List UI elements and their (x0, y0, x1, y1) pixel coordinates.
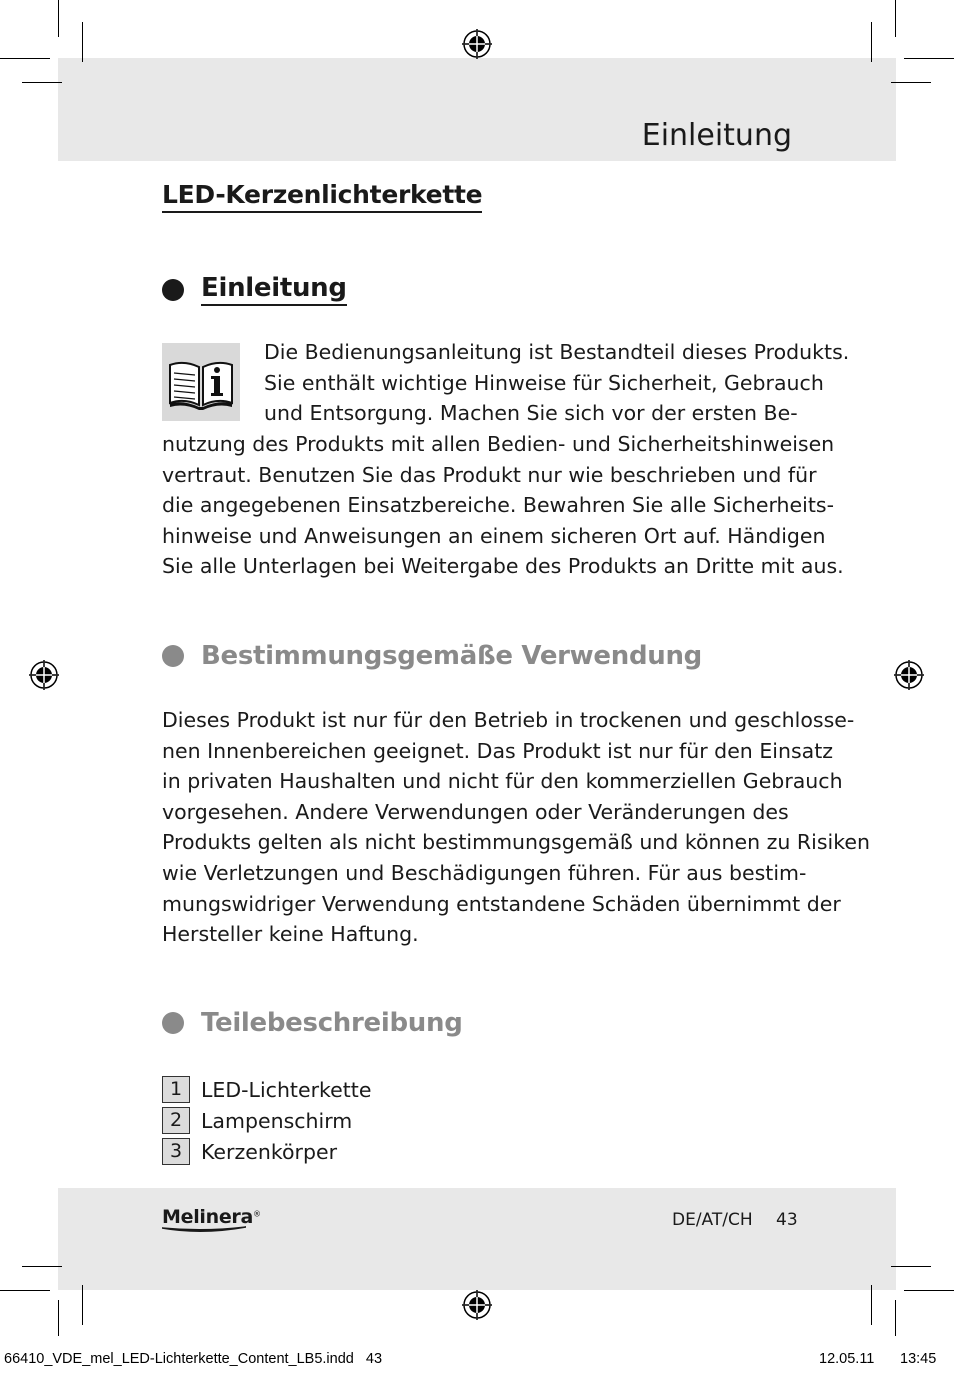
brand-name: Melinera (162, 1206, 254, 1228)
crop-mark (891, 82, 931, 83)
paragraph-line: Hersteller keine Haftung. (162, 922, 419, 947)
slug-time: 13:45 (900, 1351, 937, 1367)
crop-mark (891, 1266, 931, 1267)
crop-mark (871, 22, 872, 62)
registered-mark: ® (253, 1209, 262, 1219)
part-label: Kerzenkörper (201, 1139, 337, 1164)
crop-mark (82, 1285, 83, 1325)
crop-mark (22, 1266, 62, 1267)
brand-logo (162, 1206, 261, 1234)
running-header-title: Einleitung (641, 118, 792, 153)
paragraph-line: Produkts gelten als nicht bestimmungsgemäß und können zu Risiken (162, 830, 870, 855)
footer-band (58, 1188, 896, 1290)
registration-mark-icon (29, 660, 59, 690)
paragraph-line: vertraut. Benutzen Sie das Produkt nur wie beschrieben und für (162, 462, 817, 487)
crop-mark (871, 1285, 872, 1325)
part-label: Lampenschirm (201, 1108, 353, 1133)
list-item (162, 1105, 371, 1136)
part-label: LED-Lichterkette (201, 1077, 372, 1102)
paragraph-line: nutzung des Produkts mit allen Bedien- und Sicherheitshinweisen (162, 432, 835, 456)
info-book-icon (162, 343, 240, 421)
crop-mark (58, 1300, 59, 1336)
section-heading-intro (162, 273, 347, 306)
paragraph-line: hinweise und Anweisungen an einem sicheren Ort auf. Händigen (162, 523, 826, 548)
slug-date: 12.05.11 (819, 1351, 875, 1367)
paragraph-line: Dieses Produkt ist nur für den Betrieb in trockenen und geschlosse- (162, 708, 855, 732)
section-heading-label: Bestimmungsgemäße Verwendung (201, 641, 702, 671)
crop-mark (904, 1290, 954, 1291)
part-number-badge: 3 (162, 1138, 190, 1165)
section-heading-label: Einleitung (201, 273, 347, 306)
slug-filename: 66410_VDE_mel_LED-Lichterkette_Content_LB5.indd 43 (4, 1351, 383, 1367)
section-heading-label: Teilebeschreibung (201, 1008, 463, 1038)
paragraph-line: vorgesehen. Andere Verwendungen oder Veränderungen des (162, 799, 789, 824)
crop-mark (22, 82, 62, 83)
crop-mark (904, 58, 954, 59)
crop-mark (0, 58, 50, 59)
section-heading-parts (162, 1008, 463, 1038)
crop-mark (82, 22, 83, 62)
bullet-icon (162, 645, 184, 667)
registration-mark-icon (462, 1290, 492, 1320)
paragraph-line: Sie alle Unterlagen bei Weitergabe des Produkts an Dritte mit aus. (162, 554, 844, 579)
intro-paragraph-wrapped (264, 337, 849, 429)
registration-mark-icon (462, 29, 492, 59)
crop-mark (0, 1290, 50, 1291)
section-heading-usage (162, 641, 702, 671)
paragraph-line: in privaten Haushalten und nicht für den kommerziellen Gebrauch (162, 769, 843, 794)
paragraph-line: nen Innenbereichen geeignet. Das Produkt ist nur für den Einsatz (162, 738, 833, 763)
usage-paragraph (162, 705, 870, 950)
bullet-icon (162, 1012, 184, 1034)
paragraph-line: Die Bedienungsanleitung ist Bestandteil dieses Produkts. (264, 340, 850, 364)
paragraph-line: Sie enthält wichtige Hinweise für Sicherheit, Gebrauch (264, 370, 824, 395)
crop-mark (895, 0, 896, 37)
footer-language-codes: DE/AT/CH (672, 1210, 753, 1230)
list-item (162, 1074, 371, 1105)
intro-paragraph (162, 429, 844, 582)
paragraph-line: mungswidriger Verwendung entstandene Schäden übernimmt der (162, 891, 841, 916)
paragraph-line: wie Verletzungen und Beschädigungen führen. Für aus bestim- (162, 860, 807, 885)
crop-mark (895, 1300, 896, 1336)
part-number-badge: 1 (162, 1076, 190, 1103)
bullet-icon (162, 279, 184, 301)
document-title: LED-Kerzenlichterkette (162, 180, 482, 213)
paragraph-line: und Entsorgung. Machen Sie sich vor der ersten Be- (264, 401, 798, 426)
parts-list (162, 1074, 371, 1167)
crop-mark (58, 0, 59, 37)
list-item (162, 1136, 371, 1167)
part-number-badge: 2 (162, 1107, 190, 1134)
paragraph-line: die angegebenen Einsatzbereiche. Bewahren Sie alle Sicherheits- (162, 493, 834, 518)
page-number: 43 (776, 1210, 798, 1230)
registration-mark-icon (894, 660, 924, 690)
